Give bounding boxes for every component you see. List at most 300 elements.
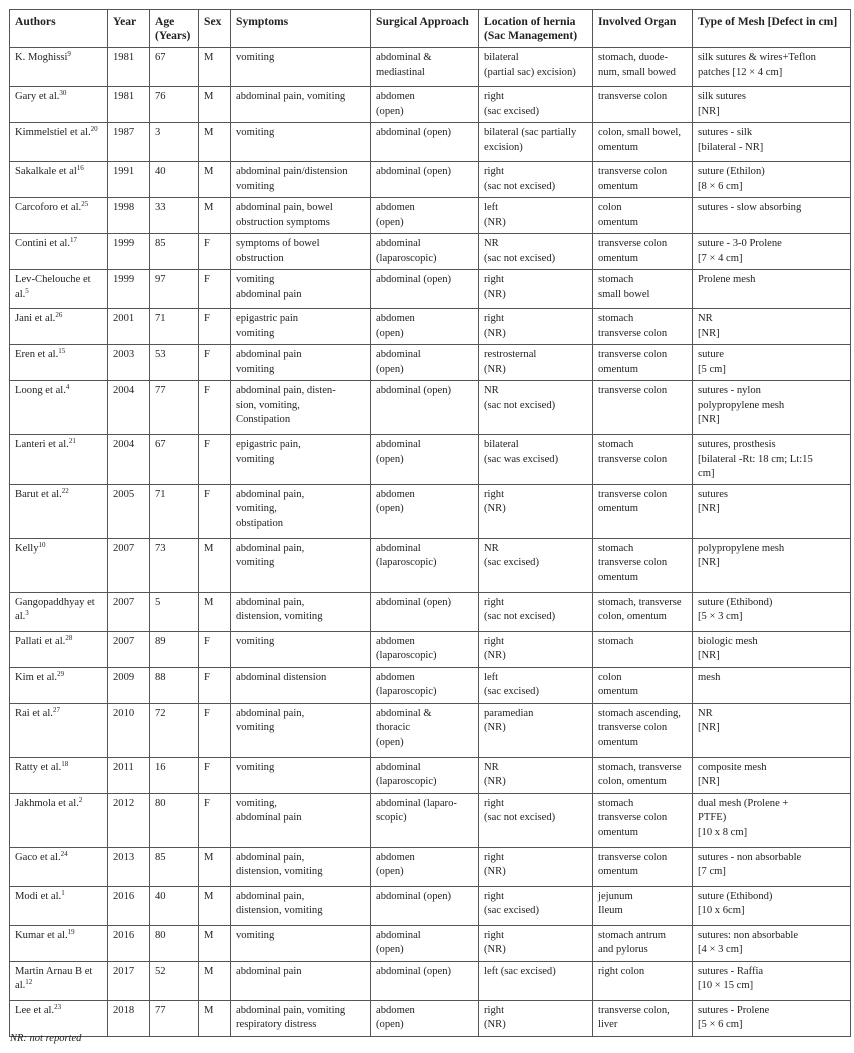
author-name: Kim et al. — [15, 671, 58, 683]
cell-sex: M — [199, 48, 231, 87]
cell-age: 76 — [150, 87, 199, 123]
cell-approach — [371, 162, 479, 198]
cell-author — [10, 538, 108, 592]
author-name: Martin Arnau B et al. — [15, 965, 93, 991]
cell-sex: M — [199, 886, 231, 925]
cell-mesh-line: [bilateral - NR] — [698, 141, 764, 153]
cell-mesh — [693, 631, 851, 667]
cell-age: 53 — [150, 345, 199, 381]
cell-approach-line: abdominal (open) — [376, 127, 452, 138]
author-name: Gary et al. — [15, 91, 60, 102]
table-row — [10, 87, 851, 123]
reference-number: 16 — [76, 164, 84, 172]
cell-symptoms-line: vomiting — [236, 722, 275, 733]
cell-location — [479, 538, 593, 592]
cell-symptoms-line: abdominal pain, disten- — [236, 385, 336, 396]
table-row — [10, 381, 851, 435]
cell-approach-line: abdominal (laparo- — [376, 797, 457, 809]
table-row — [10, 667, 851, 703]
cell-author — [10, 592, 108, 631]
cell-symptoms — [231, 925, 371, 961]
cell-mesh — [693, 886, 851, 925]
table-row — [10, 435, 851, 485]
cell-mesh — [693, 961, 851, 1000]
cell-organ — [593, 309, 693, 345]
cell-location — [479, 234, 593, 270]
cell-location-line: (sac excised) — [484, 905, 539, 916]
reference-number: 2 — [78, 795, 83, 804]
cell-organ-line: transverse colon — [598, 166, 668, 177]
cell-location-line: left (sac excised) — [484, 965, 556, 977]
cell-approach — [371, 757, 479, 793]
cell-mesh-line: [NR] — [698, 650, 720, 661]
cell-mesh-line: silk sutures & wires+Teflon — [698, 52, 816, 63]
cell-approach-line: (laparoscopic) — [376, 557, 437, 568]
cell-mesh-line: suture — [698, 349, 724, 360]
cell-location — [479, 592, 593, 631]
cell-year: 2010 — [108, 703, 150, 757]
cell-sex: F — [199, 309, 231, 345]
cell-organ-line: and pylorus — [598, 944, 648, 955]
author-name: Ratty et al. — [15, 761, 62, 773]
cell-location-line: (sac excised) — [484, 686, 539, 697]
cell-author — [10, 48, 108, 87]
cell-organ — [593, 381, 693, 435]
cell-location — [479, 198, 593, 234]
cell-location — [479, 925, 593, 961]
table-row — [10, 123, 851, 162]
cell-mesh-line: cm] — [698, 468, 715, 479]
footnote: NR: not reported — [10, 1033, 82, 1044]
table-row — [10, 847, 851, 886]
cell-location-line: right — [484, 488, 505, 500]
cell-age: 3 — [150, 123, 199, 162]
cell-location — [479, 87, 593, 123]
cell-approach — [371, 592, 479, 631]
cell-organ — [593, 1000, 693, 1036]
cell-organ — [593, 87, 693, 123]
cell-symptoms-line: abdominal pain, — [236, 707, 305, 719]
cell-year: 2009 — [108, 667, 150, 703]
cell-organ — [593, 592, 693, 631]
author-name: Gangopaddhyay et al. — [15, 596, 95, 622]
cell-organ-line: colon, omentum — [598, 611, 667, 622]
cell-approach-line: abdominal & — [376, 707, 432, 719]
cell-location-line: right — [484, 635, 505, 647]
cell-author — [10, 87, 108, 123]
cell-organ-line: stomach — [598, 439, 634, 450]
cell-mesh-line: [NR] — [698, 503, 720, 514]
cell-author — [10, 123, 108, 162]
header-symptoms: Symptoms — [231, 10, 371, 48]
cell-organ-line: omentum — [598, 826, 639, 838]
cell-location-line: excision) — [484, 141, 523, 153]
cell-organ-line: omentum — [598, 252, 639, 264]
cell-organ-line: stomach antrum — [598, 929, 666, 941]
cell-symptoms-line: sion, vomiting, — [236, 399, 300, 411]
table-row — [10, 270, 851, 309]
cell-approach-line: (laparoscopic) — [376, 686, 437, 697]
cell-year: 2013 — [108, 847, 150, 886]
cell-organ-line: small bowel — [598, 288, 650, 300]
cell-mesh-line: sutures - nylon — [698, 385, 761, 396]
cell-symptoms-line: obstruction symptoms — [236, 216, 330, 228]
cell-author — [10, 435, 108, 485]
cell-symptoms — [231, 847, 371, 886]
cell-symptoms-line: obstipation — [236, 517, 284, 529]
cell-mesh — [693, 435, 851, 485]
cell-mesh-line: polypropylene mesh — [698, 542, 785, 554]
cell-mesh-line: mesh — [698, 671, 721, 683]
cell-location-line: right — [484, 596, 505, 608]
cell-symptoms-line: vomiting — [236, 929, 275, 941]
cell-age: 40 — [150, 162, 199, 198]
cell-approach — [371, 435, 479, 485]
author-name: Jakhmola et al. — [15, 797, 79, 809]
cell-symptoms-line: vomiting — [236, 557, 275, 568]
cell-author — [10, 631, 108, 667]
author-name: Lanteri et al. — [15, 439, 69, 450]
cell-mesh — [693, 757, 851, 793]
cell-mesh — [693, 87, 851, 123]
cell-organ-line: transverse colon, — [598, 1004, 670, 1016]
cell-symptoms-line: respiratory distress — [236, 1019, 317, 1030]
cell-symptoms-line: abdominal pain, vomiting — [236, 1004, 346, 1016]
cell-sex: M — [199, 198, 231, 234]
table-row — [10, 793, 851, 847]
cell-location — [479, 667, 593, 703]
cell-symptoms-line: symptoms of bowel — [236, 238, 320, 249]
cell-symptoms-line: vomiting — [236, 453, 275, 465]
cell-mesh-line: [5 cm] — [698, 363, 726, 375]
author-name: Jani et al. — [15, 313, 56, 324]
cell-mesh-line: [5 × 3 cm] — [698, 611, 743, 622]
cell-location-line: (NR) — [484, 288, 506, 300]
reference-number: 10 — [38, 540, 46, 549]
cell-age: 89 — [150, 631, 199, 667]
cell-organ-line: stomach — [598, 542, 634, 554]
cell-age: 67 — [150, 48, 199, 87]
cell-organ-line: transverse colon — [598, 91, 668, 102]
cell-approach — [371, 667, 479, 703]
cell-symptoms-line: distension, vomiting — [236, 866, 323, 877]
cell-mesh — [693, 538, 851, 592]
cell-location-line: right — [484, 166, 505, 177]
cell-location-line: right — [484, 890, 505, 902]
cell-organ — [593, 345, 693, 381]
cell-location-line: (NR) — [484, 327, 506, 339]
cell-organ-line: omentum — [598, 686, 639, 697]
reference-number: 24 — [60, 849, 68, 858]
cell-organ — [593, 631, 693, 667]
reference-number: 26 — [55, 311, 63, 319]
cell-year: 2018 — [108, 1000, 150, 1036]
cell-mesh-line: suture (Ethibond) — [698, 596, 773, 608]
cell-year: 1981 — [108, 48, 150, 87]
cell-symptoms-line: vomiting, — [236, 797, 277, 809]
cell-author — [10, 925, 108, 961]
cell-sex: F — [199, 631, 231, 667]
cell-symptoms — [231, 703, 371, 757]
cell-location-line: right — [484, 1004, 505, 1016]
cell-approach — [371, 886, 479, 925]
cell-symptoms-line: vomiting — [236, 52, 275, 63]
cell-symptoms-line: abdominal pain — [236, 349, 302, 360]
cell-symptoms-line: abdominal pain, vomiting — [236, 91, 346, 102]
cell-mesh — [693, 198, 851, 234]
cell-symptoms-line: abdominal pain, bowel — [236, 202, 333, 213]
author-name: Carcoforo et al. — [15, 202, 82, 213]
cell-sex: F — [199, 234, 231, 270]
cell-year: 2004 — [108, 435, 150, 485]
table-row — [10, 538, 851, 592]
cell-author — [10, 270, 108, 309]
cell-approach — [371, 1000, 479, 1036]
cell-approach-line: abdomen — [376, 1004, 415, 1016]
cell-approach-line: (laparoscopic) — [376, 252, 437, 264]
cell-symptoms — [231, 667, 371, 703]
cell-mesh-line: sutures - silk — [698, 127, 753, 138]
table-row — [10, 925, 851, 961]
cell-symptoms-line: abdominal pain — [236, 288, 302, 300]
cell-mesh-line: [4 × 3 cm] — [698, 944, 743, 955]
cell-sex: M — [199, 538, 231, 592]
cell-year: 2001 — [108, 309, 150, 345]
table-body — [10, 48, 851, 1037]
cell-approach — [371, 309, 479, 345]
cell-location-line: (sac excised) — [484, 105, 539, 117]
cell-symptoms-line: abdominal pain — [236, 812, 302, 823]
cell-symptoms-line: epigastric pain — [236, 313, 299, 324]
cell-organ-line: liver — [598, 1019, 618, 1030]
header-location: Location of hernia (Sac Management) — [479, 10, 593, 48]
cell-location-line: (NR) — [484, 503, 506, 514]
cell-organ-line: jejunum — [598, 890, 633, 902]
cell-mesh-line: [NR] — [698, 327, 720, 339]
cell-age: 80 — [150, 793, 199, 847]
cell-location — [479, 123, 593, 162]
cell-mesh-line: dual mesh (Prolene + — [698, 797, 789, 809]
cell-author — [10, 757, 108, 793]
cell-age: 77 — [150, 1000, 199, 1036]
cell-sex: M — [199, 925, 231, 961]
cell-sex: F — [199, 757, 231, 793]
cell-symptoms — [231, 123, 371, 162]
cell-sex: M — [199, 1000, 231, 1036]
cell-location-line: bilateral (sac partially — [484, 127, 577, 138]
cell-organ-line: colon — [598, 202, 622, 213]
cell-author — [10, 234, 108, 270]
cell-year: 1981 — [108, 87, 150, 123]
header-age: Age (Years) — [150, 10, 199, 48]
cell-approach — [371, 847, 479, 886]
cell-organ-line: transverse colon — [598, 453, 668, 465]
cell-organ-line: stomach — [598, 797, 634, 809]
cell-mesh-line: sutures - slow absorbing — [698, 202, 802, 213]
cell-author — [10, 1000, 108, 1036]
cell-mesh-line: [NR] — [698, 105, 720, 117]
cell-organ-line: transverse colon — [598, 385, 668, 396]
cell-symptoms — [231, 270, 371, 309]
table-row — [10, 631, 851, 667]
cell-mesh-line: [10 × 15 cm] — [698, 980, 754, 991]
cell-age: 40 — [150, 886, 199, 925]
cell-author — [10, 381, 108, 435]
cell-sex: M — [199, 162, 231, 198]
cell-mesh-line: sutures - Prolene — [698, 1004, 770, 1016]
cell-mesh — [693, 48, 851, 87]
cell-symptoms — [231, 48, 371, 87]
cell-year: 2007 — [108, 538, 150, 592]
cell-mesh-line: [10 x 6cm] — [698, 905, 745, 916]
cell-mesh-line: Prolene mesh — [698, 274, 756, 285]
cell-sex: F — [199, 345, 231, 381]
cell-organ-line: colon, small bowel, — [598, 127, 681, 138]
cell-age: 73 — [150, 538, 199, 592]
reference-number: 30 — [59, 89, 67, 97]
cell-approach — [371, 631, 479, 667]
header-mesh-type: Type of Mesh [Defect in cm] — [693, 10, 851, 48]
cell-approach — [371, 538, 479, 592]
cell-sex: M — [199, 592, 231, 631]
cell-age: 72 — [150, 703, 199, 757]
reference-number: 9 — [67, 50, 71, 58]
cell-mesh — [693, 345, 851, 381]
cell-mesh-line: silk sutures — [698, 91, 746, 102]
cell-mesh-line: [NR] — [698, 557, 720, 568]
cell-year: 2012 — [108, 793, 150, 847]
cell-author — [10, 847, 108, 886]
cell-approach-line: (laparoscopic) — [376, 776, 437, 787]
cell-author — [10, 886, 108, 925]
header-involved-organ: Involved Organ — [593, 10, 693, 48]
cell-mesh — [693, 381, 851, 435]
cell-approach — [371, 484, 479, 538]
cell-organ-line: stomach — [598, 635, 634, 647]
cell-approach-line: abdominal — [376, 439, 421, 450]
cell-approach — [371, 123, 479, 162]
cell-location — [479, 309, 593, 345]
cell-organ-line: transverse colon — [598, 327, 668, 339]
cell-symptoms-line: distension, vomiting — [236, 611, 323, 622]
reference-number: 20 — [90, 125, 98, 133]
cell-approach-line: (open) — [376, 503, 404, 514]
cell-location-line: right — [484, 274, 505, 285]
cell-mesh-line: [NR] — [698, 776, 720, 787]
cell-organ — [593, 48, 693, 87]
reference-number: 12 — [25, 978, 33, 986]
cell-location-line: right — [484, 851, 505, 863]
cell-location — [479, 435, 593, 485]
cell-organ-line: transverse colon — [598, 851, 668, 863]
table-row — [10, 961, 851, 1000]
cell-approach-line: scopic) — [376, 812, 407, 823]
cell-mesh-line: [7 cm] — [698, 866, 726, 877]
header-year: Year — [108, 10, 150, 48]
cell-location-line: (NR) — [484, 776, 506, 787]
cell-symptoms — [231, 592, 371, 631]
cell-location-line: NR — [484, 385, 499, 396]
cell-symptoms-line: epigastric pain, — [236, 439, 301, 450]
cell-symptoms-line: abdominal pain, — [236, 851, 305, 863]
cell-mesh — [693, 592, 851, 631]
cell-location-line: left — [484, 202, 499, 213]
cell-mesh — [693, 270, 851, 309]
cell-location-line: (NR) — [484, 363, 506, 375]
cell-organ — [593, 961, 693, 1000]
reference-number: 18 — [61, 759, 69, 768]
cell-organ — [593, 198, 693, 234]
cell-symptoms-line: abdominal pain, — [236, 542, 305, 554]
cell-approach — [371, 793, 479, 847]
cell-organ-line: stomach, transverse — [598, 761, 682, 773]
author-name: Gaco et al. — [15, 851, 61, 863]
author-name: Kimmelstiel et al. — [15, 127, 91, 138]
cell-location-line: (NR) — [484, 944, 506, 955]
cell-organ — [593, 538, 693, 592]
cell-organ-line: omentum — [598, 736, 639, 748]
cell-mesh — [693, 309, 851, 345]
cell-location — [479, 631, 593, 667]
cell-approach-line: (open) — [376, 216, 404, 228]
cell-approach-line: abdominal & — [376, 52, 432, 63]
reference-number: 15 — [58, 347, 66, 355]
cell-location-line: NR — [484, 238, 499, 249]
cell-location-line: NR — [484, 761, 499, 773]
cell-organ — [593, 886, 693, 925]
cell-organ-line: stomach, duode- — [598, 52, 669, 63]
cell-approach-line: abdomen — [376, 91, 415, 102]
cell-year: 2011 — [108, 757, 150, 793]
cell-organ-line: omentum — [598, 363, 639, 375]
cell-symptoms-line: abdominal pain — [236, 965, 302, 977]
cell-approach-line: abdominal (open) — [376, 274, 452, 285]
cell-organ — [593, 925, 693, 961]
cell-symptoms — [231, 435, 371, 485]
cell-organ-line: transverse colon — [598, 722, 668, 733]
author-name: Kumar et al. — [15, 929, 68, 941]
cell-location-line: paramedian — [484, 707, 534, 719]
header-authors: Authors — [10, 10, 108, 48]
cell-mesh — [693, 703, 851, 757]
cell-year: 2017 — [108, 961, 150, 1000]
cell-organ — [593, 162, 693, 198]
cell-organ — [593, 484, 693, 538]
cell-organ-line: transverse colon — [598, 812, 668, 823]
cell-location-line: (partial sac) excision) — [484, 66, 576, 78]
reference-number: 5 — [25, 286, 29, 295]
cell-approach-line: abdominal (open) — [376, 965, 452, 977]
cell-organ-line: transverse colon — [598, 488, 668, 500]
cell-year: 2016 — [108, 925, 150, 961]
cell-approach-line: mediastinal — [376, 66, 425, 78]
cell-age: 88 — [150, 667, 199, 703]
cell-symptoms — [231, 538, 371, 592]
cell-age: 85 — [150, 234, 199, 270]
cell-approach — [371, 270, 479, 309]
cell-sex: F — [199, 381, 231, 435]
cell-organ-line: Ileum — [598, 905, 623, 916]
cell-symptoms — [231, 1000, 371, 1036]
cell-location — [479, 1000, 593, 1036]
cell-sex: F — [199, 667, 231, 703]
table-row — [10, 592, 851, 631]
table-row — [10, 234, 851, 270]
cell-mesh — [693, 925, 851, 961]
cell-approach-line: (open) — [376, 363, 404, 375]
cell-mesh-line: NR — [698, 707, 713, 719]
cell-sex: F — [199, 703, 231, 757]
